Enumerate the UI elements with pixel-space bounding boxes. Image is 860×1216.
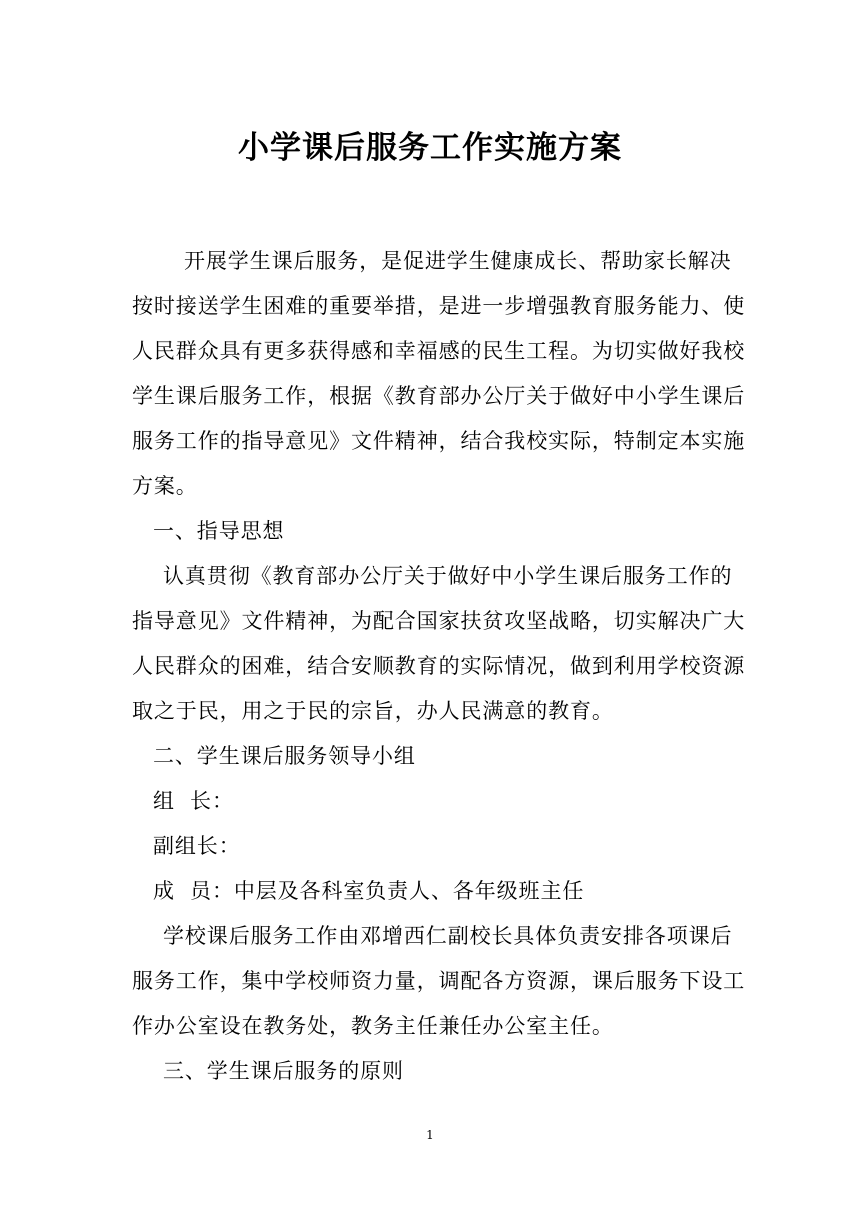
paragraph-line: 指导意见》文件精神，为配合国家扶贫攻坚战略，切实解决广大 [132, 609, 746, 633]
section-heading [163, 1049, 763, 1094]
paragraph-line: 认真贯彻《教育部办公厅关于做好中小学生课后服务工作的 [163, 564, 733, 588]
section-heading-leadership-group: 二、学生课后服务领导小组 [153, 744, 416, 768]
paragraph-line: 取之于民，用之于民的宗旨，办人民满意的教育。 [132, 699, 614, 723]
deputy-leader-line: 副组长： [153, 834, 241, 858]
paragraph-line: 开展学生课后服务，是促进学生健康成长、帮助家长解决 [184, 249, 732, 273]
leadership-paragraph [132, 914, 746, 1049]
paragraph-line: 人民群众具有更多获得感和幸福感的民生工程。为切实做好我校 [132, 339, 746, 363]
paragraph-line: 学校课后服务工作由邓增西仁副校长具体负责安排各项课后 [163, 924, 733, 948]
paragraph-line: 作办公室设在教务处，教务主任兼任办公室主任。 [132, 1014, 614, 1038]
paragraph-line: 人民群众的困难，结合安顺教育的实际情况，做到利用学校资源 [132, 654, 746, 678]
page-number: 1 [426, 1128, 434, 1142]
paragraph-line: 按时接送学生困难的重要举措，是进一步增强教育服务能力、使 [132, 294, 746, 318]
section-heading-principles: 三、学生课后服务的原则 [163, 1059, 404, 1083]
group-leader-line: 组 长： [153, 789, 234, 813]
document-title: 小学课后服务工作实施方案 [238, 130, 622, 166]
members-line: 成 员：中层及各科室负责人、各年级班主任 [153, 879, 585, 903]
section-heading-guiding-thought: 一、指导思想 [153, 519, 285, 543]
guiding-thought-paragraph [132, 554, 746, 734]
intro-paragraph [132, 239, 746, 509]
paragraph-line: 服务工作，集中学校师资力量，调配各方资源，课后服务下设工 [132, 969, 746, 993]
paragraph-line: 学生课后服务工作，根据《教育部办公厅关于做好中小学生课后 [132, 384, 746, 408]
paragraph-line: 服务工作的指导意见》文件精神，结合我校实际，特制定本实施 [132, 429, 746, 453]
leadership-roster [153, 779, 753, 914]
section-heading [153, 509, 753, 554]
section-heading [153, 734, 753, 779]
paragraph-line: 方案。 [132, 474, 198, 498]
